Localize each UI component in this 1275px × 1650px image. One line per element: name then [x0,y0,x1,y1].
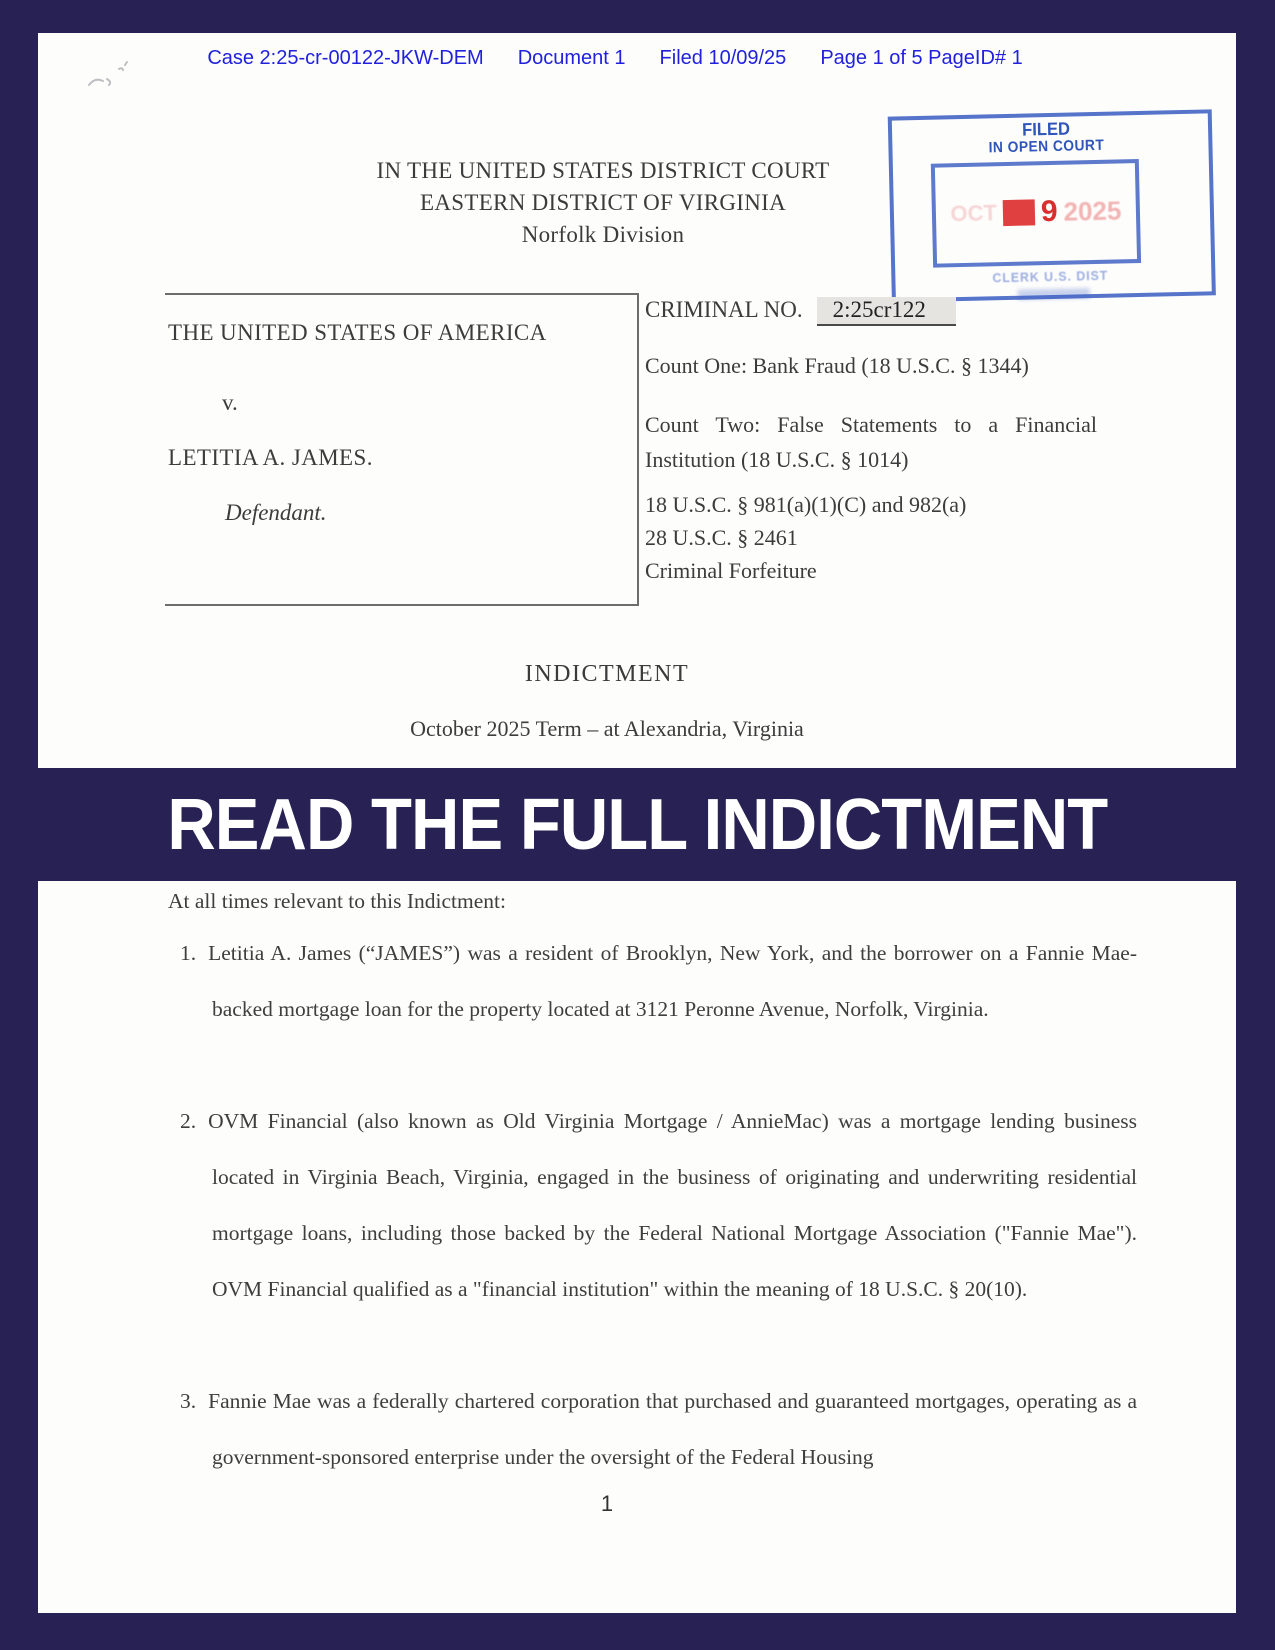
defendant-name: LETITIA A. JAMES. [168,445,373,470]
document-page-1 [38,33,1236,768]
paragraph-1 [180,925,1137,1037]
statute-line-3: Criminal Forfeiture [645,558,817,583]
stamp-filed-label [901,118,1192,159]
caption-box [165,293,639,606]
banner [0,768,1275,881]
paragraph-text: Letitia A. James (“JAMES”) was a resident of Brooklyn, New York, and the borrower on a Fannie Mae-backed mortgage loan for the property located at 3121 Peronne Avenue, Norfolk, Virginia. [208,941,1137,1021]
stamp-open-court-line: IN OPEN COURT [988,136,1105,157]
criminal-number-row [645,297,956,326]
ecf-header [16,47,1214,70]
statute-line-2: 28 U.S.C. § 2461 [645,525,798,550]
paragraph-number: 1. [180,941,197,965]
ecf-document-number: Document 1 [517,47,626,69]
stamp-filed-line: FILED [1021,118,1071,140]
stamp-date [932,193,1141,232]
count-one: Count One: Bank Fraud (18 U.S.C. § 1344) [645,353,1029,378]
paragraph-3 [180,1373,1137,1485]
stamp-date-day: 9 [1040,194,1058,229]
term-line: October 2025 Term – at Alexandria, Virginia [410,716,804,741]
stamp-date-month: OCT [950,200,998,227]
stamp-date-year: 2025 [1063,194,1122,227]
body-intro: At all times relevant to this Indictment: [168,889,506,913]
criminal-number-value: 2:25cr122 [817,297,956,326]
stamp-clerk-line: CLERK U.S. DIST [992,267,1109,286]
court-district: EASTERN DISTRICT OF VIRGINIA [420,190,786,215]
banner-text: READ THE FULL INDICTMENT [167,784,1108,865]
forfeiture-statutes [645,488,966,587]
paragraph-number: 3. [180,1389,197,1413]
count-two: Count Two: False Statements to a Financial Institution (18 U.S.C. § 1014) [645,412,1097,472]
ecf-page-info: Page 1 of 5 PageID# 1 [820,47,1023,69]
red-ink-block-icon [1003,199,1036,226]
indictment-title: INDICTMENT [524,661,690,687]
defendant-label: Defendant. [225,500,327,525]
criminal-number-label: CRIMINAL NO. [645,297,803,322]
versus-label: v. [222,390,238,415]
paragraph-text: OVM Financial (also known as Old Virginia Mortgage / AnnieMac) was a mortgage lending business located in Virginia Beach, Virginia, engaged in the business of originating and underwriting residential mortgage loans, including those backed by the Federal National Mortgage Association ("Fannie Mae"). OVM Financial qualified as a "financial institution" within the meaning of 18 U.S.C. § 20(10). [208,1109,1137,1301]
court-division: Norfolk Division [521,222,685,247]
statute-line-1: 18 U.S.C. § 981(a)(1)(C) and 982(a) [645,492,967,517]
paragraph-number: 2. [180,1109,197,1133]
court-name: IN THE UNITED STATES DISTRICT COURT [376,158,830,183]
page-number: 1 [600,1491,614,1516]
document-page-2 [38,881,1236,1613]
filed-stamp [882,105,1221,325]
ecf-case-number: Case 2:25-cr-00122-JKW-DEM [207,47,484,69]
paragraph-2 [180,1093,1137,1317]
plaintiff-name: THE UNITED STATES OF AMERICA [168,320,547,345]
stamp-clerk-blur-mark [1018,288,1090,300]
ecf-filed-date: Filed 10/09/25 [659,47,787,69]
paragraph-text: Fannie Mae was a federally chartered corporation that purchased and guaranteed mortgages, operating as a government-sponsored enterprise under the oversight of the Federal Housing [208,1389,1137,1469]
